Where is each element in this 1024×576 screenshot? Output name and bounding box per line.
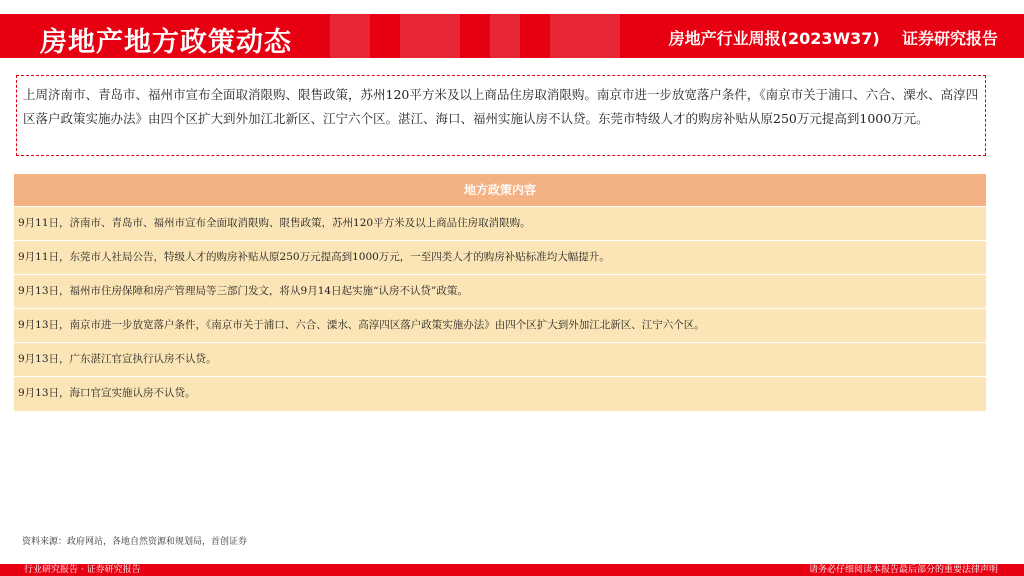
header-decoration: [330, 14, 650, 58]
footer-left-label: 行业研究报告 · 证券研究报告: [24, 565, 141, 575]
table-row: 9月13日，福州市住房保障和房产管理局等三部门发文，将从9月14日起实施“认房不认贷”政策。: [14, 275, 986, 309]
footer-bar: [0, 564, 1024, 576]
table-header: 地方政策内容: [14, 174, 986, 207]
table-row: 9月13日，广东湛江官宣执行认房不认贷。: [14, 343, 986, 377]
table-row: 9月13日，南京市进一步放宽落户条件，《南京市关于浦口、六合、溧水、高淳四区落户政策实施办法》由四个区扩大到外加江北新区、江宁六个区。: [14, 309, 986, 343]
report-subtitle: 房地产行业周报(2023W37) 证券研究报告: [668, 29, 998, 48]
table-row: 9月13日，海口官宣实施认房不认贷。: [14, 377, 986, 412]
table-row: 9月11日，东莞市人社局公告，特级人才的购房补贴从原250万元提高到1000万元，一至四类人才的购房补贴标准均大幅提升。: [14, 241, 986, 275]
footer-disclaimer: 请务必仔细阅读本报告最后部分的重要法律声明: [808, 565, 998, 575]
policy-table: [14, 174, 986, 412]
header-bar: [0, 14, 1024, 58]
table-row: 9月11日，济南市、青岛市、福州市宣布全面取消限购、限售政策，苏州120平方米及以上商品住房取消限购。: [14, 207, 986, 241]
summary-box: 上周济南市、青岛市、福州市宣布全面取消限购、限售政策，苏州120平方米及以上商品住房取消限购。南京市进一步放宽落户条件，《南京市关于浦口、六合、溧水、高淳四区落户政策实施办法》由四个区扩大到外加江北新区、江宁六个区。湛江、海口、福州实施认房不认贷。东莞市特级人才的购房补贴从原250万元提高到1000万元。: [16, 75, 986, 156]
source-note: 资料来源：政府网站，各地自然资源和规划局，首创证券: [22, 537, 248, 547]
page-title: 房地产地方政策动态: [40, 27, 292, 58]
